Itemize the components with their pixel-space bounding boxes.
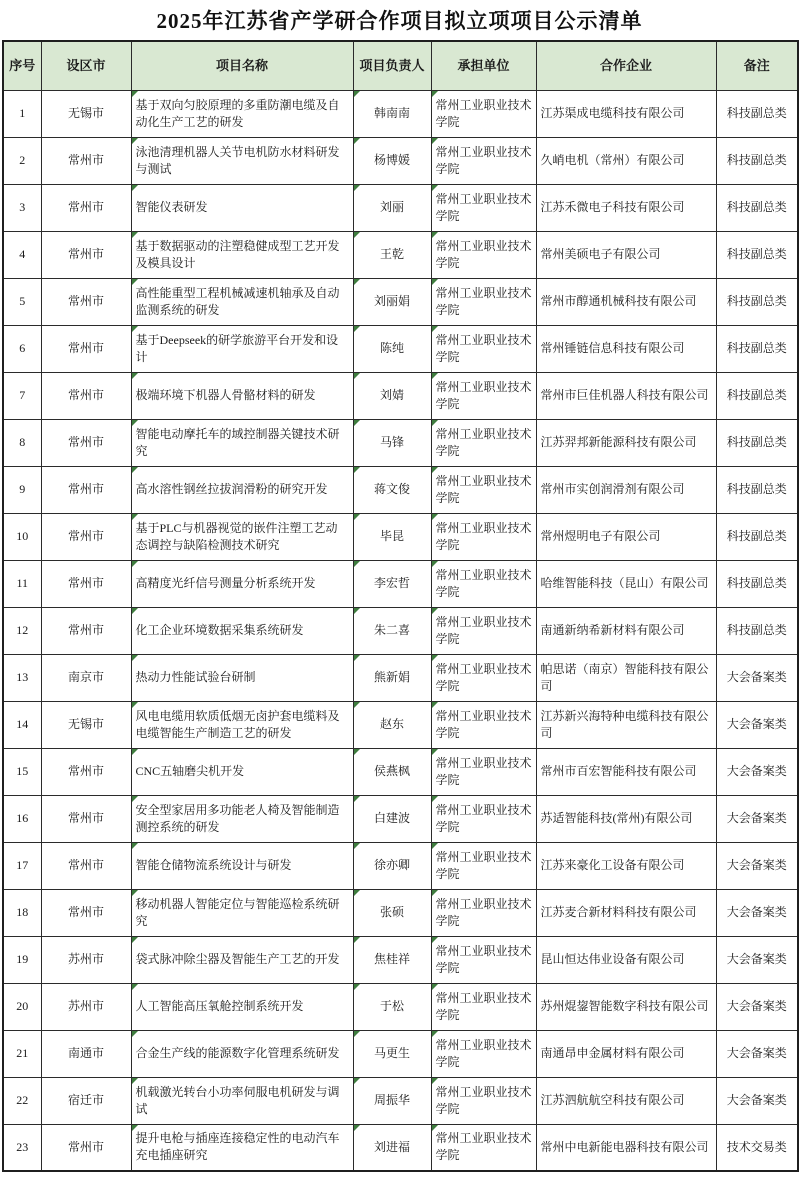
- cell-project: 高精度光纤信号测量分析系统开发: [131, 560, 353, 607]
- cell-unit: 常州工业职业技术学院: [431, 1030, 536, 1077]
- cell-unit: 常州工业职业技术学院: [431, 137, 536, 184]
- cell-unit: 常州工业职业技术学院: [431, 748, 536, 795]
- cell-unit: 常州工业职业技术学院: [431, 983, 536, 1030]
- cell-company: 江苏禾微电子科技有限公司: [536, 184, 716, 231]
- cell-project: 基于PLC与机器视觉的嵌件注塑工艺动态调控与缺陷检测技术研究: [131, 513, 353, 560]
- cell-no: 9: [3, 466, 41, 513]
- cell-leader: 熊新娟: [353, 654, 431, 701]
- column-header-project: 项目名称: [131, 41, 353, 90]
- cell-leader: 徐亦卿: [353, 842, 431, 889]
- cell-leader: 于松: [353, 983, 431, 1030]
- table-row: [3, 419, 798, 466]
- cell-city: 常州市: [41, 513, 131, 560]
- cell-project: 化工企业环境数据采集系统研发: [131, 607, 353, 654]
- cell-project: 极端环境下机器人骨骼材料的研发: [131, 372, 353, 419]
- cell-company: 常州煜明电子有限公司: [536, 513, 716, 560]
- cell-city: 常州市: [41, 842, 131, 889]
- cell-leader: 刘婧: [353, 372, 431, 419]
- cell-company: 江苏麦合新材料科技有限公司: [536, 889, 716, 936]
- table-row: [3, 231, 798, 278]
- cell-note: 科技副总类: [716, 278, 798, 325]
- cell-city: 常州市: [41, 748, 131, 795]
- table-row: [3, 748, 798, 795]
- cell-company: 南通新纳希新材料有限公司: [536, 607, 716, 654]
- cell-leader: 杨博媛: [353, 137, 431, 184]
- cell-project: 智能仪表研发: [131, 184, 353, 231]
- project-list-table: [2, 40, 799, 1172]
- cell-no: 1: [3, 90, 41, 137]
- cell-city: 常州市: [41, 372, 131, 419]
- table-row: [3, 278, 798, 325]
- cell-note: 科技副总类: [716, 513, 798, 560]
- cell-leader: 白建波: [353, 795, 431, 842]
- cell-city: 南京市: [41, 654, 131, 701]
- cell-company: 哈维智能科技（昆山）有限公司: [536, 560, 716, 607]
- cell-unit: 常州工业职业技术学院: [431, 607, 536, 654]
- cell-unit: 常州工业职业技术学院: [431, 372, 536, 419]
- cell-note: 大会备案类: [716, 1077, 798, 1124]
- cell-project: 合金生产线的能源数字化管理系统研发: [131, 1030, 353, 1077]
- column-header-leader: 项目负责人: [353, 41, 431, 90]
- cell-unit: 常州工业职业技术学院: [431, 184, 536, 231]
- cell-project: 热动力性能试验台研制: [131, 654, 353, 701]
- cell-no: 18: [3, 889, 41, 936]
- cell-note: 科技副总类: [716, 325, 798, 372]
- cell-project: 基于Deepseek的研学旅游平台开发和设计: [131, 325, 353, 372]
- cell-leader: 朱二喜: [353, 607, 431, 654]
- cell-note: 科技副总类: [716, 90, 798, 137]
- cell-company: 江苏渠成电缆科技有限公司: [536, 90, 716, 137]
- cell-company: 久峭电机（常州）有限公司: [536, 137, 716, 184]
- cell-note: 科技副总类: [716, 466, 798, 513]
- cell-unit: 常州工业职业技术学院: [431, 90, 536, 137]
- cell-no: 5: [3, 278, 41, 325]
- cell-company: 江苏羿邦新能源科技有限公司: [536, 419, 716, 466]
- cell-project: 风电电缆用软质低烟无卤护套电缆料及电缆智能生产制造工艺的研发: [131, 701, 353, 748]
- cell-note: 大会备案类: [716, 1030, 798, 1077]
- cell-project: 提升电枪与插座连接稳定性的电动汽车充电插座研究: [131, 1124, 353, 1171]
- cell-city: 常州市: [41, 466, 131, 513]
- cell-project: 高水溶性钢丝拉拔润滑粉的研究开发: [131, 466, 353, 513]
- cell-company: 苏适智能科技(常州)有限公司: [536, 795, 716, 842]
- cell-leader: 张硕: [353, 889, 431, 936]
- cell-unit: 常州工业职业技术学院: [431, 231, 536, 278]
- cell-note: 大会备案类: [716, 889, 798, 936]
- cell-unit: 常州工业职业技术学院: [431, 560, 536, 607]
- cell-unit: 常州工业职业技术学院: [431, 842, 536, 889]
- cell-project: 智能仓储物流系统设计与研发: [131, 842, 353, 889]
- cell-no: 21: [3, 1030, 41, 1077]
- cell-unit: 常州工业职业技术学院: [431, 654, 536, 701]
- cell-city: 宿迁市: [41, 1077, 131, 1124]
- table-header: [3, 41, 798, 90]
- cell-unit: 常州工业职业技术学院: [431, 419, 536, 466]
- cell-company: 苏州焜鋆智能数字科技有限公司: [536, 983, 716, 1030]
- cell-leader: 蒋文俊: [353, 466, 431, 513]
- cell-no: 20: [3, 983, 41, 1030]
- cell-no: 2: [3, 137, 41, 184]
- cell-project: 高性能重型工程机械减速机轴承及自动监测系统的研发: [131, 278, 353, 325]
- cell-no: 4: [3, 231, 41, 278]
- cell-leader: 毕昆: [353, 513, 431, 560]
- table-row: [3, 137, 798, 184]
- cell-city: 无锡市: [41, 701, 131, 748]
- cell-company: 常州市百宏智能科技有限公司: [536, 748, 716, 795]
- column-header-no: 序号: [3, 41, 41, 90]
- cell-leader: 韩南南: [353, 90, 431, 137]
- cell-note: 大会备案类: [716, 654, 798, 701]
- table-row: [3, 936, 798, 983]
- cell-unit: 常州工业职业技术学院: [431, 936, 536, 983]
- cell-unit: 常州工业职业技术学院: [431, 1124, 536, 1171]
- cell-note: 大会备案类: [716, 748, 798, 795]
- cell-company: 昆山恒达伟业设备有限公司: [536, 936, 716, 983]
- cell-note: 大会备案类: [716, 983, 798, 1030]
- cell-unit: 常州工业职业技术学院: [431, 325, 536, 372]
- table-row: [3, 795, 798, 842]
- cell-company: 南通昂申金属材料有限公司: [536, 1030, 716, 1077]
- cell-project: 泳池清理机器人关节电机防水材料研发与测试: [131, 137, 353, 184]
- cell-project: 袋式脉冲除尘器及智能生产工艺的开发: [131, 936, 353, 983]
- cell-company: 帕思诺（南京）智能科技有限公司: [536, 654, 716, 701]
- cell-leader: 马更生: [353, 1030, 431, 1077]
- cell-no: 16: [3, 795, 41, 842]
- column-header-company: 合作企业: [536, 41, 716, 90]
- cell-project: 安全型家居用多功能老人椅及智能制造测控系统的研发: [131, 795, 353, 842]
- cell-company: 常州美硕电子有限公司: [536, 231, 716, 278]
- cell-leader: 侯燕枫: [353, 748, 431, 795]
- cell-no: 22: [3, 1077, 41, 1124]
- cell-city: 南通市: [41, 1030, 131, 1077]
- cell-company: 常州市醇通机械科技有限公司: [536, 278, 716, 325]
- page-title: 2025年江苏省产学研合作项目拟立项项目公示清单: [156, 9, 643, 33]
- cell-note: 科技副总类: [716, 419, 798, 466]
- cell-project: 基于双向匀胶原理的多重防潮电缆及自动化生产工艺的研发: [131, 90, 353, 137]
- cell-no: 23: [3, 1124, 41, 1171]
- cell-unit: 常州工业职业技术学院: [431, 278, 536, 325]
- cell-note: 科技副总类: [716, 184, 798, 231]
- cell-leader: 刘丽: [353, 184, 431, 231]
- table-row: [3, 701, 798, 748]
- cell-city: 常州市: [41, 607, 131, 654]
- cell-city: 常州市: [41, 560, 131, 607]
- table-row: [3, 560, 798, 607]
- column-header-unit: 承担单位: [431, 41, 536, 90]
- cell-leader: 焦桂祥: [353, 936, 431, 983]
- cell-note: 大会备案类: [716, 936, 798, 983]
- cell-leader: 王乾: [353, 231, 431, 278]
- table-row: [3, 372, 798, 419]
- table-row: [3, 842, 798, 889]
- cell-unit: 常州工业职业技术学院: [431, 466, 536, 513]
- cell-city: 常州市: [41, 325, 131, 372]
- table-row: [3, 466, 798, 513]
- cell-no: 8: [3, 419, 41, 466]
- cell-no: 11: [3, 560, 41, 607]
- cell-note: 大会备案类: [716, 701, 798, 748]
- cell-city: 苏州市: [41, 936, 131, 983]
- cell-no: 6: [3, 325, 41, 372]
- cell-no: 7: [3, 372, 41, 419]
- cell-company: 常州中电新能电器科技有限公司: [536, 1124, 716, 1171]
- cell-city: 无锡市: [41, 90, 131, 137]
- table-row: [3, 654, 798, 701]
- cell-unit: 常州工业职业技术学院: [431, 1077, 536, 1124]
- cell-no: 13: [3, 654, 41, 701]
- table-row: [3, 325, 798, 372]
- cell-leader: 李宏哲: [353, 560, 431, 607]
- table-row: [3, 1077, 798, 1124]
- cell-note: 科技副总类: [716, 137, 798, 184]
- cell-city: 常州市: [41, 137, 131, 184]
- cell-city: 常州市: [41, 1124, 131, 1171]
- table-row: [3, 1124, 798, 1171]
- table-body: [3, 90, 798, 1171]
- header-row: [3, 41, 798, 90]
- cell-unit: 常州工业职业技术学院: [431, 513, 536, 560]
- cell-no: 19: [3, 936, 41, 983]
- cell-project: 基于数据驱动的注塑稳健成型工艺开发及模具设计: [131, 231, 353, 278]
- cell-unit: 常州工业职业技术学院: [431, 701, 536, 748]
- cell-unit: 常州工业职业技术学院: [431, 795, 536, 842]
- table-row: [3, 1030, 798, 1077]
- cell-leader: 周振华: [353, 1077, 431, 1124]
- cell-company: 江苏新兴海特种电缆科技有限公司: [536, 701, 716, 748]
- cell-project: 移动机器人智能定位与智能巡检系统研究: [131, 889, 353, 936]
- cell-no: 10: [3, 513, 41, 560]
- cell-no: 14: [3, 701, 41, 748]
- cell-note: 科技副总类: [716, 607, 798, 654]
- cell-no: 12: [3, 607, 41, 654]
- cell-company: 常州市实创润滑剂有限公司: [536, 466, 716, 513]
- cell-company: 常州市巨佳机器人科技有限公司: [536, 372, 716, 419]
- table-row: [3, 90, 798, 137]
- cell-leader: 刘丽娟: [353, 278, 431, 325]
- cell-leader: 陈纯: [353, 325, 431, 372]
- cell-city: 苏州市: [41, 983, 131, 1030]
- cell-note: 科技副总类: [716, 560, 798, 607]
- table-row: [3, 983, 798, 1030]
- cell-unit: 常州工业职业技术学院: [431, 889, 536, 936]
- table-row: [3, 513, 798, 560]
- cell-note: 大会备案类: [716, 842, 798, 889]
- cell-leader: 马锋: [353, 419, 431, 466]
- table-row: [3, 607, 798, 654]
- table-row: [3, 889, 798, 936]
- column-header-note: 备注: [716, 41, 798, 90]
- cell-leader: 刘进福: [353, 1124, 431, 1171]
- cell-city: 常州市: [41, 231, 131, 278]
- cell-company: 江苏来豪化工设备有限公司: [536, 842, 716, 889]
- column-header-city: 设区市: [41, 41, 131, 90]
- cell-no: 17: [3, 842, 41, 889]
- cell-note: 技术交易类: [716, 1124, 798, 1171]
- table-row: [3, 184, 798, 231]
- cell-project: CNC五轴磨尖机开发: [131, 748, 353, 795]
- cell-company: 常州锤链信息科技有限公司: [536, 325, 716, 372]
- cell-project: 智能电动摩托车的域控制器关键技术研究: [131, 419, 353, 466]
- cell-note: 科技副总类: [716, 372, 798, 419]
- cell-no: 15: [3, 748, 41, 795]
- cell-note: 大会备案类: [716, 795, 798, 842]
- cell-no: 3: [3, 184, 41, 231]
- cell-project: 人工智能高压氧舱控制系统开发: [131, 983, 353, 1030]
- cell-city: 常州市: [41, 278, 131, 325]
- cell-note: 科技副总类: [716, 231, 798, 278]
- cell-city: 常州市: [41, 419, 131, 466]
- cell-leader: 赵东: [353, 701, 431, 748]
- cell-city: 常州市: [41, 184, 131, 231]
- cell-city: 常州市: [41, 889, 131, 936]
- cell-project: 机载激光转台小功率伺服电机研发与调试: [131, 1077, 353, 1124]
- cell-city: 常州市: [41, 795, 131, 842]
- cell-company: 江苏泗航航空科技有限公司: [536, 1077, 716, 1124]
